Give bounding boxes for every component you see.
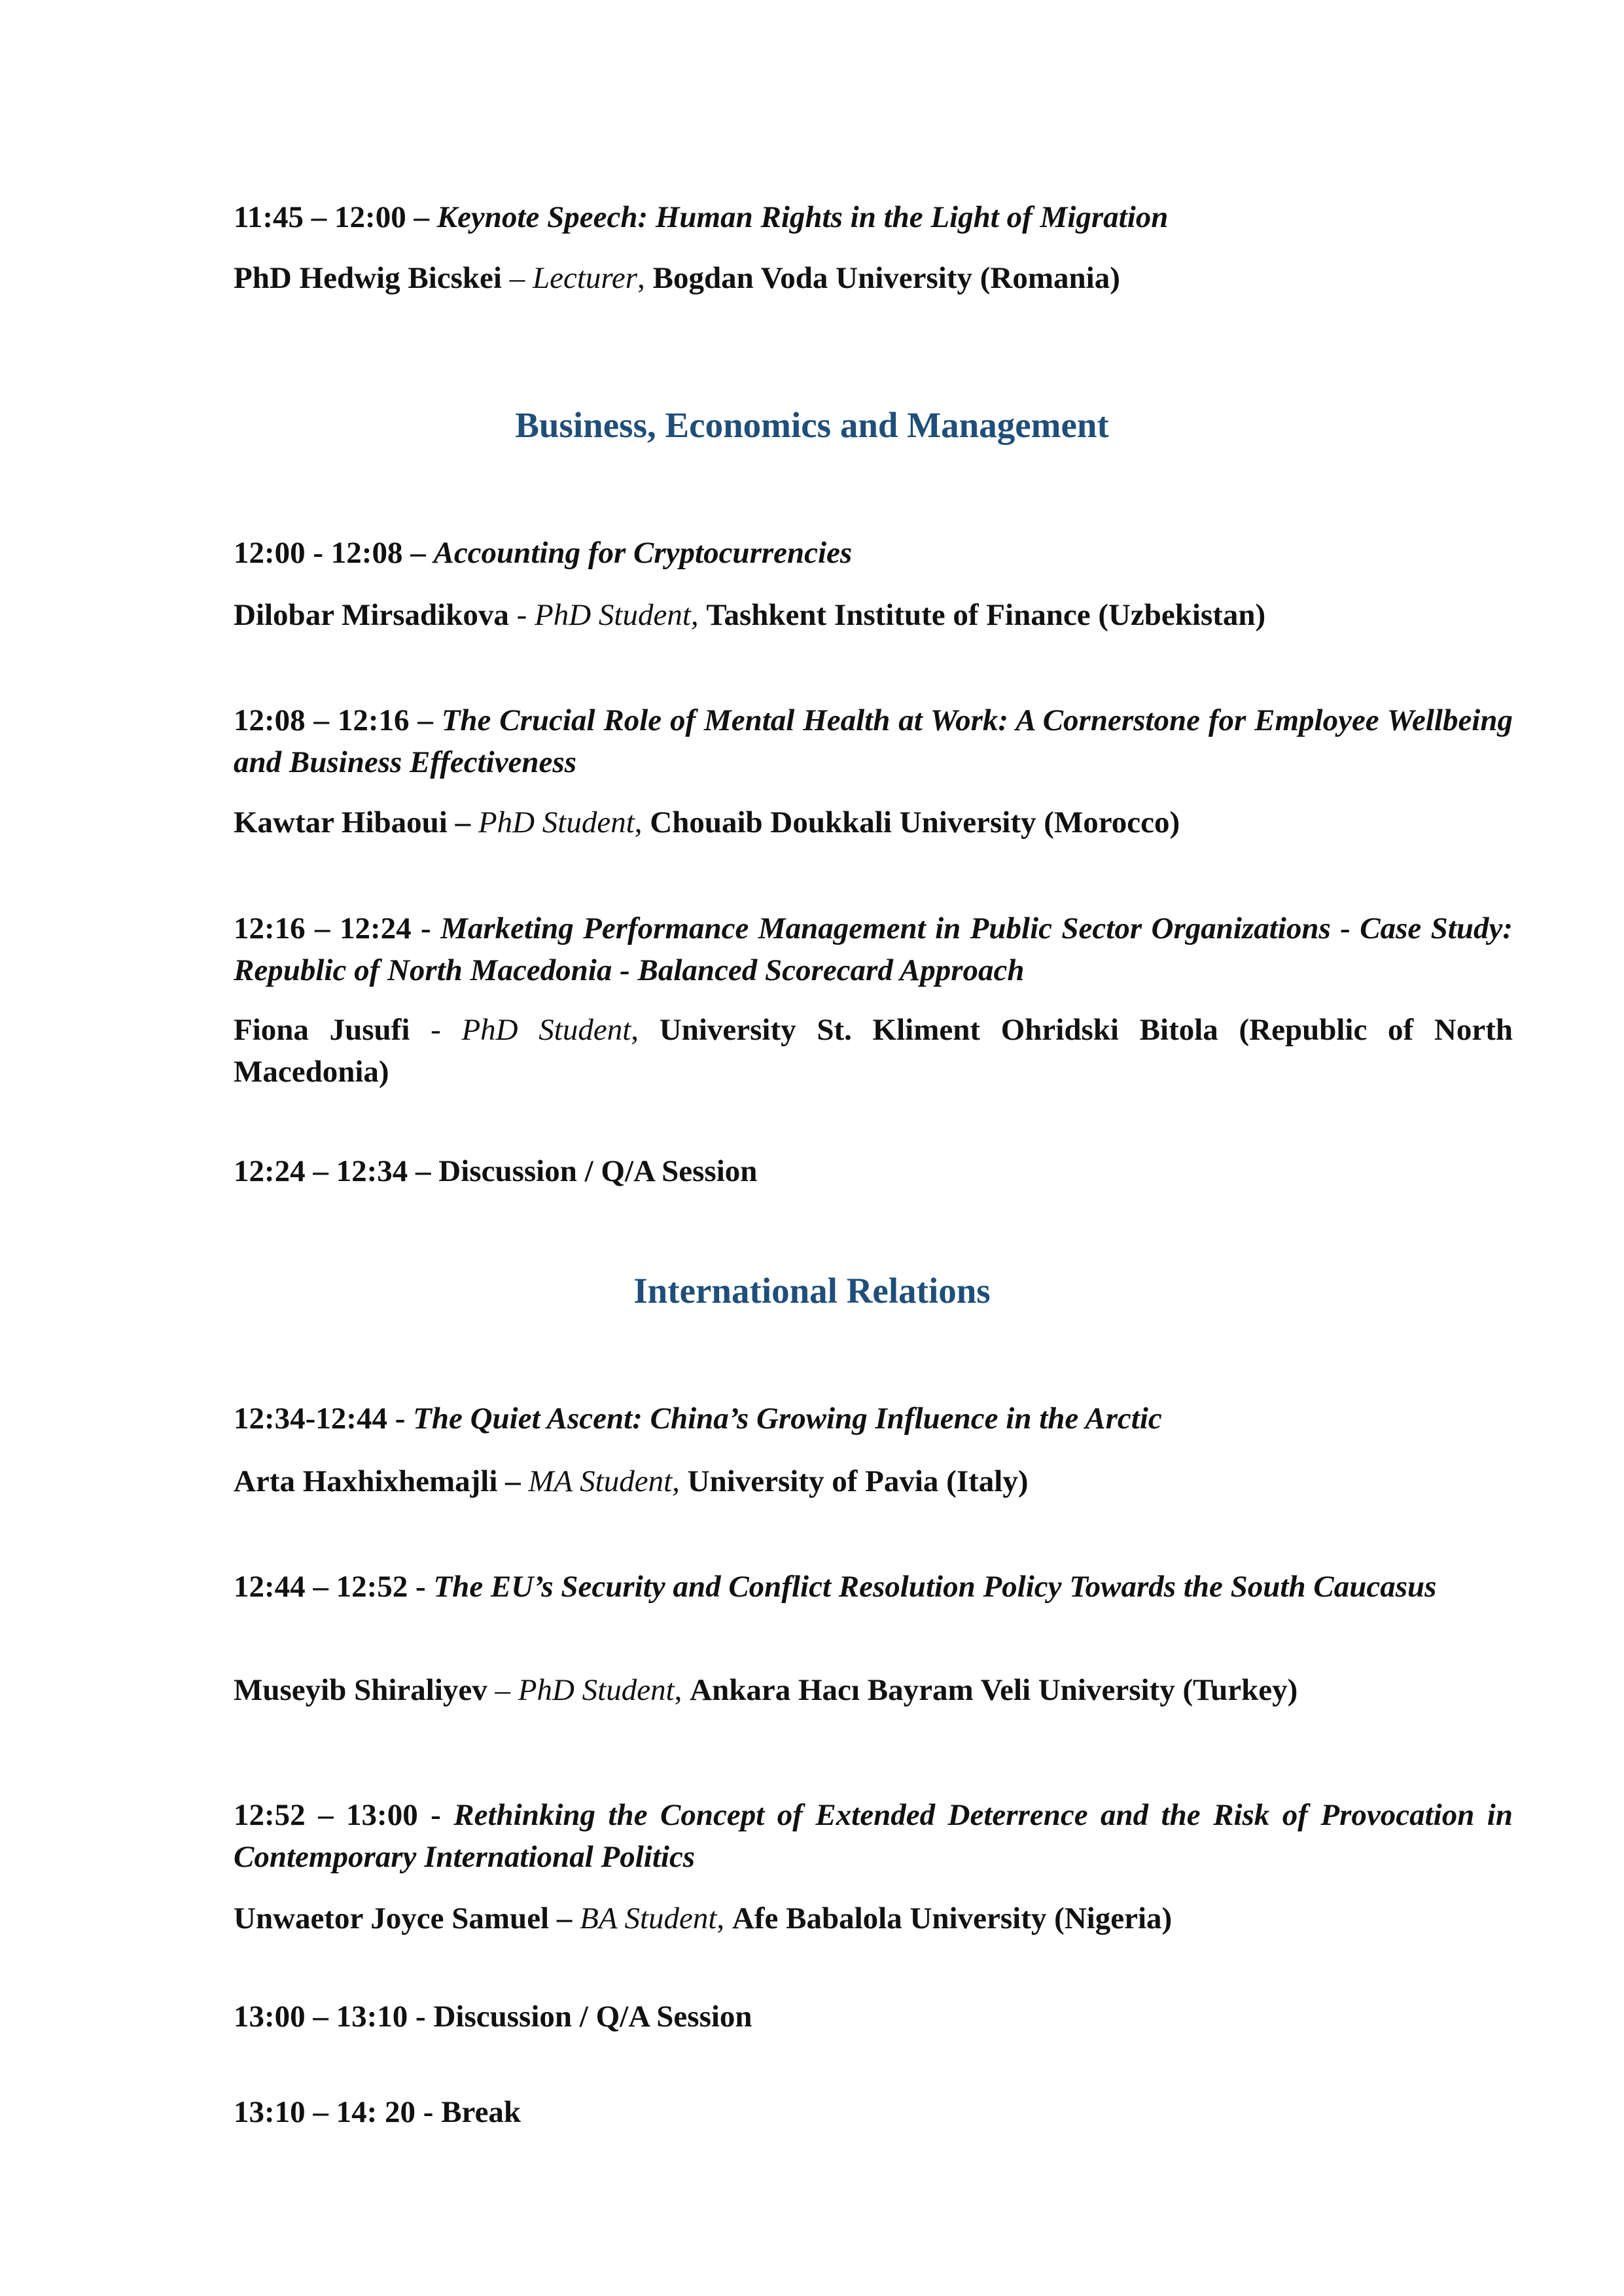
discussion-session: 13:00 – 13:10 - Discussion / Q/A Session <box>234 2000 752 2034</box>
talk-comma: , <box>674 1673 690 1707</box>
talk-time: 12:00 - 12:08 – <box>234 536 434 570</box>
talk-speaker-line <box>234 1009 1513 1093</box>
talk-affiliation: University St. Kliment Ohridski Bitola (Republic of North Macedonia) <box>234 1013 1513 1089</box>
talk-speaker-line <box>234 1460 1513 1502</box>
talk-comma: , <box>716 1901 732 1935</box>
talk-role: PhD Student <box>478 805 635 839</box>
keynote-title-line <box>234 196 1513 238</box>
talk-title: Rethinking the Concept of Extended Deterrence and the Risk of Provocation in Contemporary International Politics <box>234 1798 1513 1874</box>
talk-role: BA Student <box>580 1901 717 1935</box>
discussion-session: 12:24 – 12:34 – Discussion / Q/A Session <box>234 1154 758 1188</box>
keynote-role: Lecturer <box>532 261 638 295</box>
talk-title-line <box>234 532 1513 574</box>
talk-time: 12:34-12:44 - <box>234 1402 414 1436</box>
talk-title: Marketing Performance Management in Public Sector Organizations - Case Study: Republic of North Macedonia - Balanced Scorecard Approach <box>234 911 1513 987</box>
talk-comma: , <box>634 805 650 839</box>
talk-role: PhD Student <box>518 1673 675 1707</box>
talk-comma: , <box>631 1013 660 1047</box>
talk-title-line <box>234 1566 1513 1608</box>
talk-time: 12:16 – 12:24 - <box>234 911 441 945</box>
talk-speaker: Museyib Shiraliyev <box>234 1673 487 1707</box>
talk-separator: – <box>487 1673 518 1707</box>
talk-role: PhD Student <box>461 1013 631 1047</box>
talk-affiliation: Ankara Hacı Bayram Veli University (Turkey) <box>690 1673 1298 1707</box>
keynote-separator: – <box>501 261 533 295</box>
keynote-title: Keynote Speech: Human Rights in the Light of Migration <box>436 200 1169 234</box>
talk-time: 12:44 – 12:52 - <box>234 1570 434 1604</box>
talk-time: 12:08 – 12:16 – <box>234 703 442 737</box>
keynote-speaker: PhD Hedwig Bicskei <box>234 261 502 295</box>
talk-affiliation: Chouaib Doukkali University (Morocco) <box>650 805 1180 839</box>
talk-speaker-line <box>234 594 1513 636</box>
break-session: 13:10 – 14: 20 - Break <box>234 2095 521 2129</box>
talk-speaker: Dilobar Mirsadikova <box>234 598 509 632</box>
keynote-time: 11:45 – 12:00 – <box>234 200 437 234</box>
section-heading-business: Business, Economics and Management <box>515 405 1109 445</box>
talk-speaker: Arta Haxhixhemajli – <box>234 1464 521 1498</box>
talk-speaker-line <box>234 802 1513 843</box>
talk-speaker: Unwaetor Joyce Samuel – <box>234 1901 573 1935</box>
talk-title: Accounting for Cryptocurrencies <box>433 536 853 570</box>
talk-separator <box>470 805 478 839</box>
talk-separator: - <box>410 1013 462 1047</box>
talk-affiliation: Tashkent Institute of Finance (Uzbekistan) <box>706 598 1266 632</box>
keynote-comma: , <box>637 261 653 295</box>
talk-title: The EU’s Security and Conflict Resolution Policy Towards the South Caucasus <box>433 1570 1437 1604</box>
talk-affiliation: University of Pavia (Italy) <box>687 1464 1029 1498</box>
talk-role: PhD Student, <box>535 598 699 632</box>
talk-speaker-line <box>234 1898 1513 1939</box>
talk-title-line <box>234 1794 1513 1878</box>
talk-speaker: Fiona Jusufi <box>234 1013 410 1047</box>
talk-space <box>699 598 707 632</box>
keynote-affiliation: Bogdan Voda University (Romania) <box>652 261 1120 295</box>
talk-title-line <box>234 908 1513 991</box>
talk-space <box>680 1464 688 1498</box>
talk-speaker: Kawtar Hibaoui – <box>234 805 471 839</box>
talk-title: The Crucial Role of Mental Health at Work: A Cornerstone for Employee Wellbeing and Business Effectiveness <box>234 703 1513 779</box>
talk-title-line <box>234 1398 1513 1439</box>
talk-title: The Quiet Ascent: China’s Growing Influence in the Arctic <box>413 1402 1162 1436</box>
section-heading-international-relations: International Relations <box>633 1271 991 1311</box>
talk-separator: - <box>508 598 535 632</box>
talk-title-line <box>234 699 1513 783</box>
talk-separator <box>572 1901 580 1935</box>
talk-affiliation: Afe Babalola University (Nigeria) <box>732 1901 1173 1935</box>
talk-time: 12:52 – 13:00 - <box>234 1798 454 1832</box>
talk-role: MA Student, <box>528 1464 680 1498</box>
talk-separator <box>521 1464 529 1498</box>
talk-speaker-line <box>234 1669 1513 1711</box>
keynote-speaker-line <box>234 257 1513 299</box>
